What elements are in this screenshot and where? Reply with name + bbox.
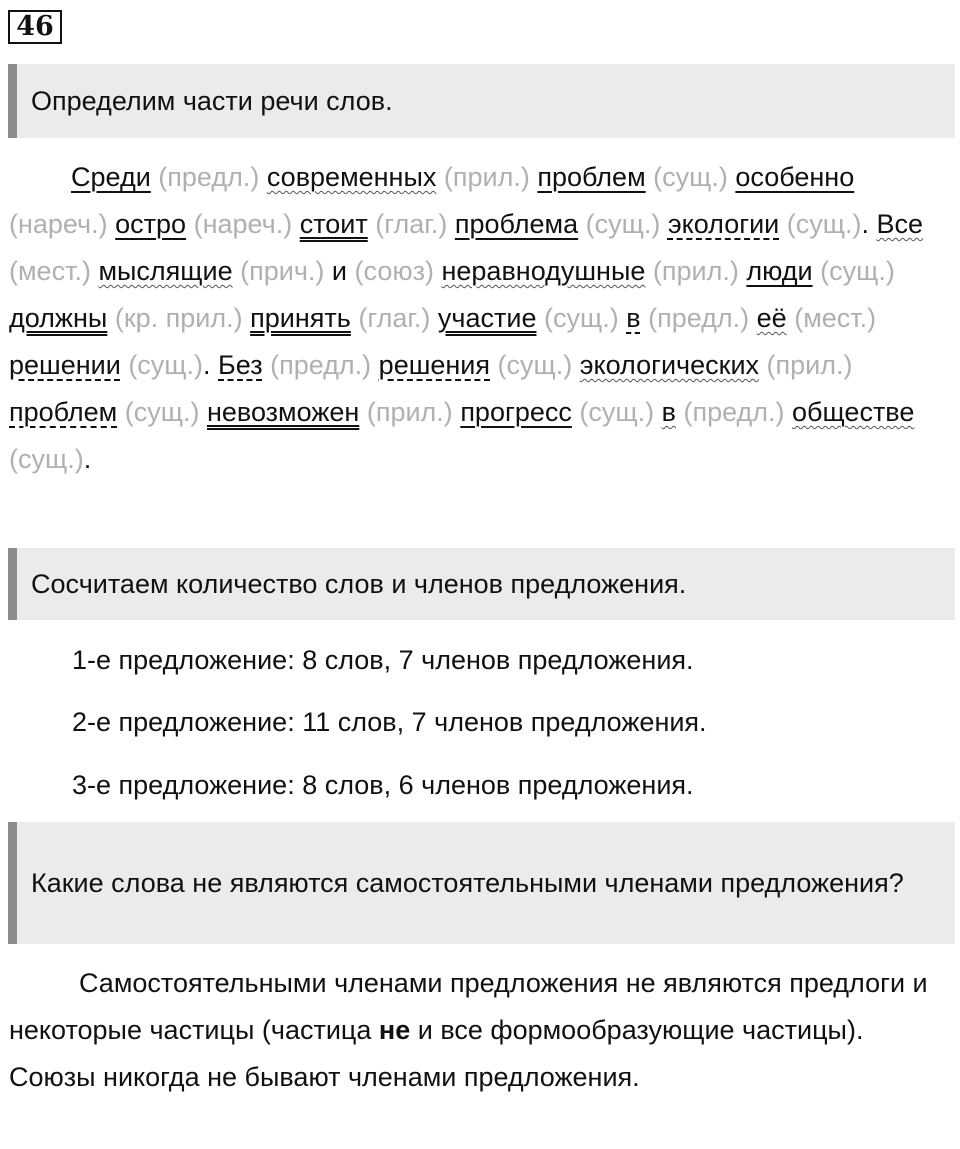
part-of-speech-tag: (сущ.) [820,256,895,286]
word: проблема [454,209,579,239]
word-list [9,162,923,474]
task-number: 46 [8,10,62,44]
part-of-speech-tag: (прил.) [766,350,853,380]
word: Без [218,350,263,380]
word: в [661,397,676,427]
answer-text [9,960,939,1101]
part-of-speech-tag: (предл.) [648,303,750,333]
word: участие [437,303,537,333]
sentence-count-1: 1-е предложение: 8 слов, 7 членов предложения. [72,645,694,675]
section-1-banner [8,64,955,138]
word: остро [115,209,187,239]
section-1-title: Определим части речи слов. [31,85,393,116]
answer-part-1: Самостоятельными членами предложения не являются предлоги и некоторые частицы (частица [9,968,928,1045]
part-of-speech-tag: (сущ.) [9,444,84,474]
section-3-title: Какие слова не являются самостоятельными членами предложения? [31,867,904,898]
word: должны [9,303,108,333]
part-of-speech-tag: (сущ.) [579,397,655,427]
section-3-banner [8,822,955,944]
answer-bold-word: не [378,1015,411,1045]
word: люди [746,256,813,286]
part-of-speech-tag: (прил.) [366,397,453,427]
word: мыслящие [98,256,233,286]
part-of-speech-tag: (сущ.) [497,350,573,380]
part-of-speech-tag: (прил.) [443,162,530,192]
part-of-speech-tag: (кр. прил.) [114,303,243,333]
word: в [626,303,641,333]
answer-part-2: и все формообразующие частицы). Союзы никогда не бывают членами предложения. [9,1015,864,1092]
word: решении [9,350,121,380]
word: невозможен [206,397,360,427]
section-2-title: Сосчитаем количество слов и членов предложения. [31,568,687,599]
part-of-speech-tag: (нареч.) [9,209,108,239]
punctuation: . [83,444,92,474]
parts-of-speech-text [9,154,944,483]
part-of-speech-tag: (глаг.) [375,209,448,239]
word: Все [876,209,924,239]
word: Среди [71,162,151,192]
part-of-speech-tag: (предл.) [158,162,260,192]
part-of-speech-tag: (прил.) [652,256,739,286]
sentence-count-3: 3-е предложение: 8 слов, 6 членов предложения. [72,770,694,800]
part-of-speech-tag: (сущ.) [653,162,728,192]
word: особенно [735,162,855,192]
word: проблем [9,397,118,427]
word: неравнодушные [441,256,646,286]
part-of-speech-tag: (сущ.) [544,303,619,333]
word: прогресс [460,397,572,427]
section-2-banner [8,548,955,620]
part-of-speech-tag: (союз) [354,256,434,286]
part-of-speech-tag: (глаг.) [358,303,431,333]
word: и [331,256,348,286]
word: проблем [537,162,646,192]
word: принять [250,303,351,333]
part-of-speech-tag: (сущ.) [786,209,862,239]
word: решения [378,350,490,380]
word: современных [266,162,437,192]
punctuation: . [861,209,869,239]
word: экологии [667,209,780,239]
part-of-speech-tag: (нареч.) [193,209,293,239]
part-of-speech-tag: (мест.) [794,303,877,333]
punctuation: . [203,350,211,380]
word: её [756,303,787,333]
part-of-speech-tag: (предл.) [270,350,372,380]
word: обществе [792,397,915,427]
part-of-speech-tag: (мест.) [9,256,91,286]
word: стоит [299,209,368,239]
part-of-speech-tag: (сущ.) [585,209,661,239]
part-of-speech-tag: (сущ.) [124,397,200,427]
part-of-speech-tag: (предл.) [683,397,785,427]
part-of-speech-tag: (прич.) [240,256,325,286]
sentence-count-2: 2-е предложение: 11 слов, 7 членов предложения. [72,707,707,737]
word: экологических [579,350,760,380]
part-of-speech-tag: (сущ.) [128,350,204,380]
